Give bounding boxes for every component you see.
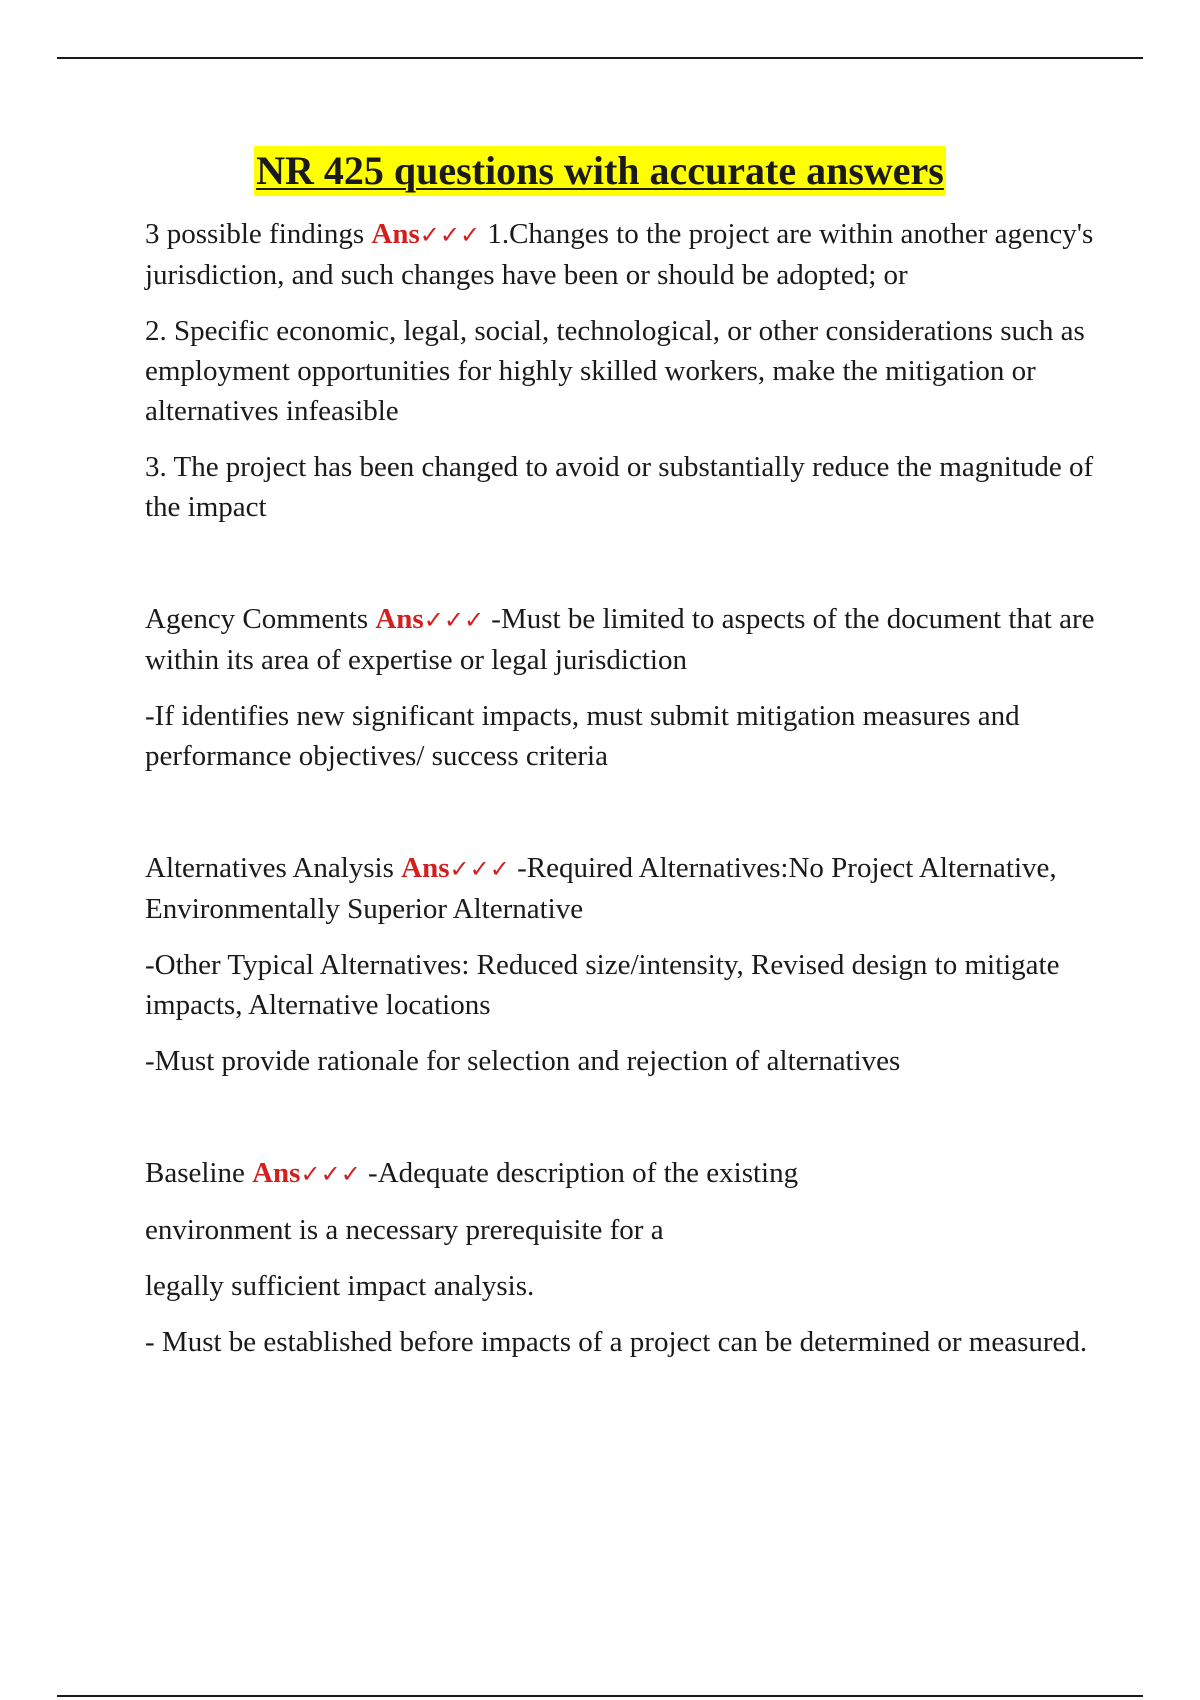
answer-text: -Must be limited to aspects of the document that are within its area of expertise or legal jurisdiction: [145, 603, 1095, 676]
answer-text: -Required Alternatives:No Project Alternative, Environmentally Superior Alternative: [145, 852, 1057, 925]
qa-paragraph: 3. The project has been changed to avoid or substantially reduce the magnitude of the impact: [145, 451, 1094, 523]
qa-paragraph: legally sufficient impact analysis.: [145, 1270, 535, 1302]
qa-entry: [145, 1153, 1095, 1362]
qa-paragraph: [145, 848, 1095, 929]
qa-content: [145, 214, 1095, 1378]
title-container: [0, 146, 1200, 196]
term: 3 possible findings: [145, 218, 365, 250]
qa-paragraph: - Must be established before impacts of a project can be determined or measured.: [145, 1326, 1088, 1358]
qa-paragraph: 2. Specific economic, legal, social, technological, or other considerations such as employment opportunities for highly skilled workers, make the mitigation or alternatives infeasible: [145, 315, 1085, 427]
page-title: NR 425 questions with accurate answers: [254, 146, 946, 196]
check-marks: ✓✓✓: [423, 606, 485, 634]
qa-paragraph: [145, 214, 1095, 295]
answer-text: 1.Changes to the project are within another agency's jurisdiction, and such changes have been or should be adopted; or: [145, 218, 1094, 291]
qa-entry: [145, 599, 1095, 776]
qa-entry: [145, 214, 1095, 527]
ans-label: Ans: [375, 603, 424, 635]
qa-paragraph: environment is a necessary prerequisite for a: [145, 1214, 664, 1246]
qa-paragraph: -Must provide rationale for selection and rejection of alternatives: [145, 1045, 901, 1077]
term: Baseline: [145, 1157, 245, 1189]
bottom-rule: [57, 1695, 1143, 1697]
ans-label: Ans: [401, 852, 450, 884]
entry-spacer: [145, 792, 1095, 848]
entry-spacer: [145, 543, 1095, 599]
term: Alternatives Analysis: [145, 852, 394, 884]
top-rule: [57, 57, 1143, 59]
qa-paragraph: -If identifies new significant impacts, must submit mitigation measures and performance objectives/ success criteria: [145, 700, 1020, 772]
check-marks: ✓✓✓: [449, 855, 510, 883]
qa-entry: [145, 848, 1095, 1081]
answer-text: -Adequate description of the existing: [368, 1157, 799, 1189]
ans-label: Ans: [371, 218, 420, 250]
check-marks: ✓✓✓: [419, 221, 481, 249]
ans-label: Ans: [252, 1157, 301, 1189]
term: Agency Comments: [145, 603, 369, 635]
qa-paragraph: [145, 1153, 1095, 1194]
check-marks: ✓✓✓: [300, 1160, 361, 1188]
entry-spacer: [145, 1097, 1095, 1153]
qa-paragraph: -Other Typical Alternatives: Reduced size/intensity, Revised design to mitigate impacts, Alternative locations: [145, 949, 1060, 1021]
qa-paragraph: [145, 599, 1095, 680]
